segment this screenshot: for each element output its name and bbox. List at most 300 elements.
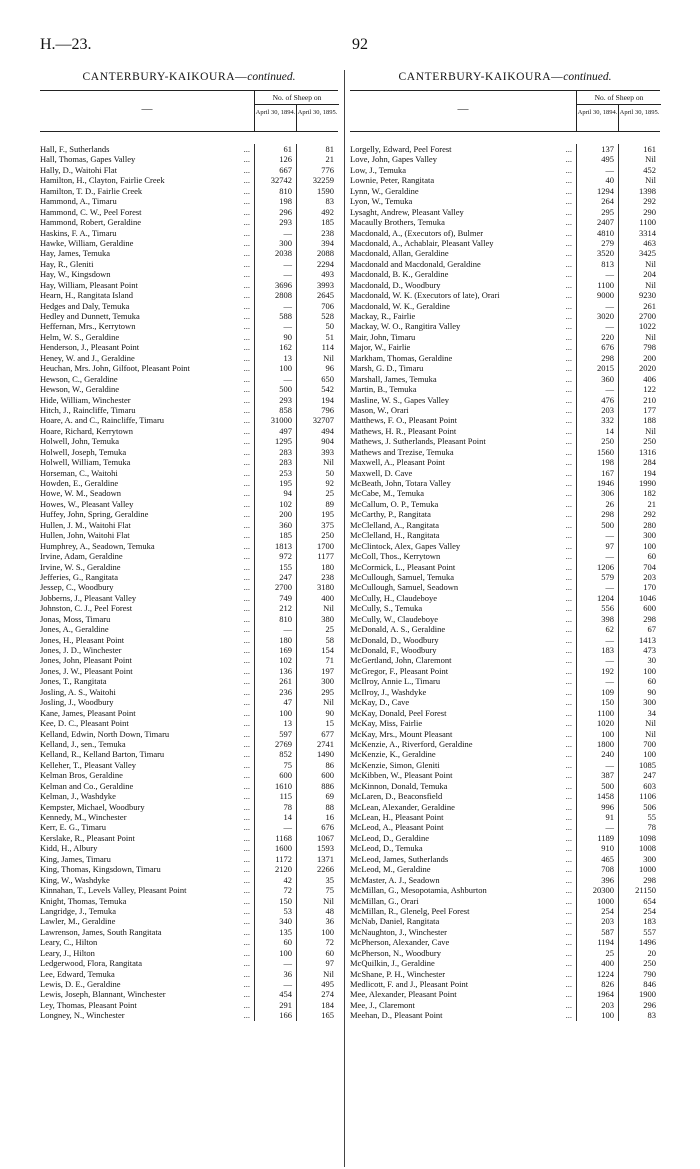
table-row: [40, 457, 338, 467]
sheep-1894: 162: [254, 342, 296, 352]
owner-name: Love, John, Gapes Valley: [350, 154, 437, 165]
leader-dots: ...: [565, 655, 572, 666]
sheep-1894: 254: [576, 906, 618, 916]
sheep-1895: 194: [296, 395, 338, 405]
sheep-1894: 1224: [576, 969, 618, 979]
sheep-1895: 677: [296, 729, 338, 739]
sheep-1894: 360: [576, 374, 618, 384]
sheep-1894: 9000: [576, 290, 618, 300]
sheep-1895: 183: [618, 916, 660, 926]
leader-dots: ...: [243, 269, 250, 280]
sheep-1895: 250: [618, 436, 660, 446]
right-column: [350, 68, 660, 1021]
sheep-1894: 1964: [576, 989, 618, 999]
owner-name: McKenzie, K., Geraldine: [350, 749, 436, 760]
table-row: [40, 301, 338, 311]
owner-name: Hamilton, T. D., Fairlie Creek: [40, 185, 143, 196]
table-row: [40, 415, 338, 425]
sheep-1895: 96: [296, 363, 338, 373]
owner-name: Longney, N., Winchester: [40, 1010, 125, 1021]
table-row: [40, 729, 338, 739]
owner-name: Jonas, Moss, Timaru: [40, 613, 111, 624]
sheep-1894: 185: [254, 530, 296, 540]
table-row: [350, 301, 660, 311]
sheep-1894: 396: [576, 875, 618, 885]
sheep-1895: 1990: [618, 478, 660, 488]
owner-name: McDonald, F., Woodbury: [350, 645, 437, 655]
sheep-1895: 35: [296, 875, 338, 885]
table-row: [350, 582, 660, 592]
sheep-1895: 375: [296, 520, 338, 530]
owner-name: Hedges and Daly, Temuka: [40, 300, 130, 311]
sheep-1895: Nil: [618, 259, 660, 269]
sheep-1895: Nil: [618, 332, 660, 342]
owner-name: Mair, John, Timaru: [350, 331, 416, 342]
sheep-1895: 165: [296, 1010, 338, 1020]
table-row: [350, 311, 660, 321]
table-row: [40, 363, 338, 373]
leader-dots: ...: [565, 843, 572, 854]
table-row: [40, 906, 338, 916]
owner-name: Kelman and Co., Geraldine: [40, 780, 134, 791]
sheep-1894: 2015: [576, 363, 618, 373]
sheep-1895: 100: [618, 666, 660, 676]
sheep-1895: 296: [618, 1000, 660, 1010]
owner-name: McPherson, Alexander, Cave: [350, 937, 450, 948]
leader-dots: ...: [243, 843, 250, 854]
owner-name: McCullough, Samuel, Seadown: [350, 582, 459, 593]
owner-name: Macdonald, W. K. (Executors of late), Orari: [350, 290, 500, 301]
sheep-1895: 452: [618, 165, 660, 175]
sheep-1895: 188: [618, 415, 660, 425]
table-row: [40, 948, 338, 958]
sheep-1894: 465: [576, 854, 618, 864]
sheep-1895: 194: [618, 468, 660, 478]
table-row: [40, 614, 338, 624]
sheep-1894: 293: [254, 217, 296, 227]
right-table-body: [350, 144, 660, 1021]
table-row: [40, 687, 338, 697]
sheep-1895: 32707: [296, 415, 338, 425]
sheep-1894: —: [254, 822, 296, 832]
owner-name: McBeath, John, Totara Valley: [350, 478, 451, 488]
table-row: [350, 342, 660, 352]
sheep-1895: 250: [296, 530, 338, 540]
leader-dots: ...: [565, 686, 572, 697]
table-row: [350, 269, 660, 279]
sheep-1895: 161: [618, 144, 660, 154]
owner-name: McClelland, A., Rangitata: [350, 519, 439, 530]
leader-dots: ...: [565, 999, 572, 1010]
owner-name: McCarthy, P., Rangitata: [350, 509, 431, 520]
leader-dots: ...: [243, 686, 250, 697]
sheep-1895: 185: [296, 217, 338, 227]
leader-dots: ...: [565, 613, 572, 624]
owner-name: Irvine, Adam, Geraldine: [40, 551, 123, 562]
owner-name: McClelland, H., Rangitata: [350, 530, 440, 541]
sheep-1894: 14: [254, 812, 296, 822]
table-row: [40, 530, 338, 540]
table-row: [40, 885, 338, 895]
sheep-1894: 250: [576, 436, 618, 446]
sheep-group-header: No. of Sheep on: [254, 91, 339, 105]
sheep-1895: 300: [296, 676, 338, 686]
sheep-1895: 493: [296, 269, 338, 279]
leader-dots: ...: [565, 373, 572, 384]
owner-name: Major, W., Fairlie: [350, 342, 411, 353]
table-row: [350, 875, 660, 885]
table-row: [350, 405, 660, 415]
sheep-1894: 296: [254, 207, 296, 217]
table-row: [40, 290, 338, 300]
table-row: [350, 509, 660, 519]
owner-name: McGertland, John, Claremont: [350, 655, 452, 666]
sheep-1894: 100: [254, 363, 296, 373]
owner-name: Kerr, E. G., Timaru: [40, 822, 107, 833]
table-row: [350, 979, 660, 989]
sheep-1894: 169: [254, 645, 296, 655]
col-1895-header: April 30, 1895.: [296, 105, 338, 131]
sheep-1895: 492: [296, 207, 338, 217]
sheep-1894: 198: [576, 457, 618, 467]
sheep-1894: 495: [576, 154, 618, 164]
sheep-1895: 25: [296, 624, 338, 634]
leader-dots: ...: [243, 415, 250, 426]
table-row: [350, 718, 660, 728]
sheep-1895: 495: [296, 979, 338, 989]
table-row: [40, 342, 338, 352]
owner-name: McKenzie, Simon, Gleniti: [350, 759, 440, 770]
leader-dots: ...: [565, 1010, 572, 1021]
table-row: [40, 624, 338, 634]
sheep-1894: 100: [576, 729, 618, 739]
sheep-1894: 398: [576, 614, 618, 624]
table-row: [40, 509, 338, 519]
sheep-1895: 50: [296, 468, 338, 478]
table-row: [40, 217, 338, 227]
sheep-1895: 92: [296, 478, 338, 488]
sheep-1895: Nil: [296, 896, 338, 906]
sheep-1894: —: [254, 958, 296, 968]
sheep-1894: 283: [254, 457, 296, 467]
table-row: [350, 729, 660, 739]
sheep-1895: 16: [296, 812, 338, 822]
owner-name: Markham, Thomas, Geraldine: [350, 352, 453, 363]
leader-dots: ...: [565, 154, 572, 165]
table-row: [350, 228, 660, 238]
leader-dots: ...: [243, 874, 250, 885]
owner-name: Lewis, Joseph, Blannant, Winchester: [40, 989, 166, 1000]
table-row: [350, 854, 660, 864]
leader-dots: ...: [243, 571, 250, 582]
sheep-1894: —: [576, 530, 618, 540]
sheep-1895: 36: [296, 916, 338, 926]
table-row: [40, 822, 338, 832]
leader-dots: ...: [243, 363, 250, 374]
leader-dots: ...: [565, 519, 572, 530]
table-row: [40, 551, 338, 561]
leader-dots: ...: [565, 592, 572, 603]
leader-dots: ...: [243, 958, 250, 969]
sheep-1895: 83: [618, 1010, 660, 1020]
leader-dots: ...: [565, 206, 572, 217]
table-row: [40, 916, 338, 926]
table-row: [350, 916, 660, 926]
sheep-1895: 51: [296, 332, 338, 342]
sheep-1894: 910: [576, 843, 618, 853]
sheep-1895: 88: [296, 802, 338, 812]
owner-name: Hammond, A., Timaru: [40, 196, 117, 207]
sheep-1895: Nil: [618, 154, 660, 164]
sheep-1895: 494: [296, 426, 338, 436]
leader-dots: ...: [243, 519, 250, 530]
sheep-1895: Nil: [618, 729, 660, 739]
sheep-1895: 1100: [618, 217, 660, 227]
leader-dots: ...: [565, 759, 572, 770]
sheep-1895: 600: [618, 603, 660, 613]
table-row: [350, 749, 660, 759]
owner-name: King, James, Timaru: [40, 853, 111, 864]
leader-dots: ...: [243, 770, 250, 781]
owner-name: Marsh, G. D., Timaru: [350, 363, 424, 374]
owner-name: Lownie, Peter, Rangitata: [350, 175, 435, 186]
leader-dots: ...: [243, 832, 250, 843]
table-row: [350, 676, 660, 686]
sheep-1895: 380: [296, 614, 338, 624]
name-column-header: —: [457, 103, 469, 115]
leader-dots: ...: [243, 530, 250, 541]
leader-dots: ...: [565, 916, 572, 927]
leader-dots: ...: [565, 780, 572, 791]
sheep-1895: 676: [296, 822, 338, 832]
leader-dots: ...: [565, 551, 572, 562]
owner-name: McClintock, Alex, Gapes Valley: [350, 540, 461, 551]
sheep-1895: 284: [618, 457, 660, 467]
owner-name: Holwell, John, Temuka: [40, 436, 120, 447]
sheep-1894: 306: [576, 488, 618, 498]
sheep-1894: 1000: [576, 896, 618, 906]
owner-name: Lawrenson, James, South Rangitata: [40, 926, 162, 937]
sheep-1895: 254: [618, 906, 660, 916]
sheep-1894: 810: [254, 186, 296, 196]
owner-name: Kane, James, Pleasant Point: [40, 707, 136, 718]
leader-dots: ...: [565, 812, 572, 822]
sheep-1895: 2020: [618, 363, 660, 373]
sheep-1894: —: [576, 384, 618, 394]
table-row: [350, 353, 660, 363]
sheep-1894: 1206: [576, 562, 618, 572]
table-row: [40, 311, 338, 321]
owner-name: King, Thomas, Kingsdown, Timaru: [40, 864, 161, 875]
table-row: [40, 791, 338, 801]
sheep-1895: 184: [296, 1000, 338, 1010]
table-row: [350, 248, 660, 258]
sheep-1894: 852: [254, 749, 296, 759]
table-row: [350, 687, 660, 697]
sheep-group-header: No. of Sheep on: [576, 91, 661, 105]
table-row: [350, 603, 660, 613]
sheep-1894: —: [576, 301, 618, 311]
sheep-1895: 394: [296, 238, 338, 248]
table-row: [350, 468, 660, 478]
sheep-1895: 182: [618, 488, 660, 498]
sheep-1894: 36: [254, 969, 296, 979]
owner-name: Kelman Bros, Geraldine: [40, 770, 123, 781]
table-row: [350, 457, 660, 467]
sheep-1894: 2038: [254, 248, 296, 258]
leader-dots: ...: [565, 603, 572, 614]
owner-name: McCully, H., Claudeboye: [350, 592, 438, 603]
owner-name: Jefferies, G., Rangitata: [40, 571, 118, 582]
sheep-1894: 137: [576, 144, 618, 154]
owner-name: Meehan, D., Pleasant Point: [350, 1010, 443, 1021]
sheep-1894: 180: [254, 635, 296, 645]
table-row: [40, 405, 338, 415]
sheep-1894: 1172: [254, 854, 296, 864]
sheep-1894: 298: [576, 509, 618, 519]
sheep-1895: 247: [618, 770, 660, 780]
table-row: [40, 384, 338, 394]
table-row: [350, 708, 660, 718]
leader-dots: ...: [565, 832, 572, 843]
leader-dots: ...: [565, 164, 572, 175]
leader-dots: ...: [565, 738, 572, 749]
owner-name: Helm, W. S., Geraldine: [40, 331, 120, 342]
col-1895-header: April 30, 1895.: [618, 105, 660, 131]
sheep-1895: 274: [296, 989, 338, 999]
table-row: [350, 812, 660, 822]
sheep-1894: 500: [576, 520, 618, 530]
leader-dots: ...: [243, 592, 250, 603]
sheep-1894: 676: [576, 342, 618, 352]
left-column: [40, 68, 338, 1021]
sheep-1895: 1371: [296, 854, 338, 864]
owner-name: Johnston, C. J., Peel Forest: [40, 603, 133, 614]
table-row: [40, 833, 338, 843]
table-row: [350, 363, 660, 373]
sheep-1894: 200: [254, 509, 296, 519]
sheep-1895: 21: [296, 154, 338, 164]
table-row: [40, 248, 338, 258]
sheep-1894: 166: [254, 1010, 296, 1020]
leader-dots: ...: [243, 613, 250, 624]
owner-name: Macdonald, D., Woodbury: [350, 279, 441, 290]
sheep-1894: 1295: [254, 436, 296, 446]
leader-dots: ...: [565, 707, 572, 718]
sheep-1895: 32259: [296, 175, 338, 185]
owner-name: Jones, A., Geraldine: [40, 624, 109, 635]
sheep-1894: 1020: [576, 718, 618, 728]
table-row: [350, 948, 660, 958]
table-row: [350, 593, 660, 603]
sheep-1895: 25: [296, 488, 338, 498]
sheep-1895: 50: [296, 321, 338, 331]
leader-dots: ...: [243, 979, 250, 989]
table-row: [350, 562, 660, 572]
sheep-1894: 2769: [254, 739, 296, 749]
sheep-1894: 78: [254, 802, 296, 812]
owner-name: Mackay, W. O., Rangitira Valley: [350, 321, 461, 332]
sheep-1895: 542: [296, 384, 338, 394]
owner-name: Kelland, Edwin, North Down, Timaru: [40, 728, 170, 739]
owner-name: McCabe, M., Temuka: [350, 488, 425, 499]
leader-dots: ...: [243, 728, 250, 739]
leader-dots: ...: [565, 958, 572, 969]
leader-dots: ...: [565, 582, 572, 593]
sheep-1894: 279: [576, 238, 618, 248]
column-title: CANTERBURY-KAIKOURA—continued.: [398, 71, 612, 83]
sheep-1895: 2088: [296, 248, 338, 258]
leader-dots: ...: [243, 290, 250, 301]
page-reference: H.—23.: [40, 36, 92, 53]
sheep-1895: 1593: [296, 843, 338, 853]
sheep-1895: 603: [618, 781, 660, 791]
sheep-1894: 195: [254, 478, 296, 488]
table-row: [350, 332, 660, 342]
owner-name: Masline, W. S., Gapes Valley: [350, 394, 450, 405]
table-row: [40, 937, 338, 947]
table-row: [40, 666, 338, 676]
owner-name: Hamilton, H., Clayton, Fairlie Creek: [40, 175, 165, 186]
leader-dots: ...: [243, 968, 250, 979]
table-row: [40, 436, 338, 446]
table-row: [350, 217, 660, 227]
owner-name: McKinnon, Donald, Temuka: [350, 780, 448, 791]
owner-name: Henderson, J., Pleasant Point: [40, 342, 140, 353]
owner-name: Maxwell, D. Cave: [350, 467, 413, 478]
owner-name: Hall, F., Sutherlands: [40, 144, 110, 154]
leader-dots: ...: [565, 415, 572, 426]
sheep-1895: 393: [296, 447, 338, 457]
owner-name: Howes, W., Pleasant Valley: [40, 498, 134, 509]
sheep-1894: 810: [254, 614, 296, 624]
table-row: [40, 979, 338, 989]
sheep-1894: 1458: [576, 791, 618, 801]
owner-name: Hawke, William, Geraldine: [40, 237, 134, 248]
owner-name: Mee, Alexander, Pleasant Point: [350, 989, 457, 1000]
leader-dots: ...: [243, 634, 250, 645]
table-row: [350, 395, 660, 405]
leader-dots: ...: [565, 561, 572, 572]
owner-name: Mee, J., Claremont: [350, 999, 415, 1010]
sheep-1894: 61: [254, 144, 296, 154]
owner-name: McShane, P. H., Winchester: [350, 968, 446, 979]
owner-name: Kee, D. C., Pleasant Point: [40, 718, 129, 729]
owner-name: Hearn, H., Rangitata Island: [40, 290, 133, 301]
owner-name: Kennedy, M., Winchester: [40, 812, 127, 822]
owner-name: Hammond, Robert, Geraldine: [40, 217, 142, 228]
owner-name: Mason, W., Orari: [350, 404, 409, 415]
sheep-1894: 264: [576, 196, 618, 206]
leader-dots: ...: [243, 780, 250, 791]
sheep-1895: 100: [296, 927, 338, 937]
owner-name: Mathews, J. Sutherlands, Pleasant Point: [350, 436, 486, 447]
sheep-1895: Nil: [296, 353, 338, 363]
owner-name: Marshall, James, Temuka: [350, 373, 437, 384]
table-row: [40, 770, 338, 780]
owner-name: Langridge, J., Temuka: [40, 905, 116, 916]
sheep-1895: 67: [618, 624, 660, 634]
sheep-1895: 90: [296, 708, 338, 718]
sheep-1894: 102: [254, 655, 296, 665]
leader-dots: ...: [243, 311, 250, 321]
sheep-1894: 400: [576, 958, 618, 968]
leader-dots: ...: [243, 217, 250, 228]
sheep-1894: 47: [254, 697, 296, 707]
table-row: [40, 875, 338, 885]
owner-name: Josling, A. S., Waitohi: [40, 686, 116, 697]
leader-dots: ...: [243, 404, 250, 415]
